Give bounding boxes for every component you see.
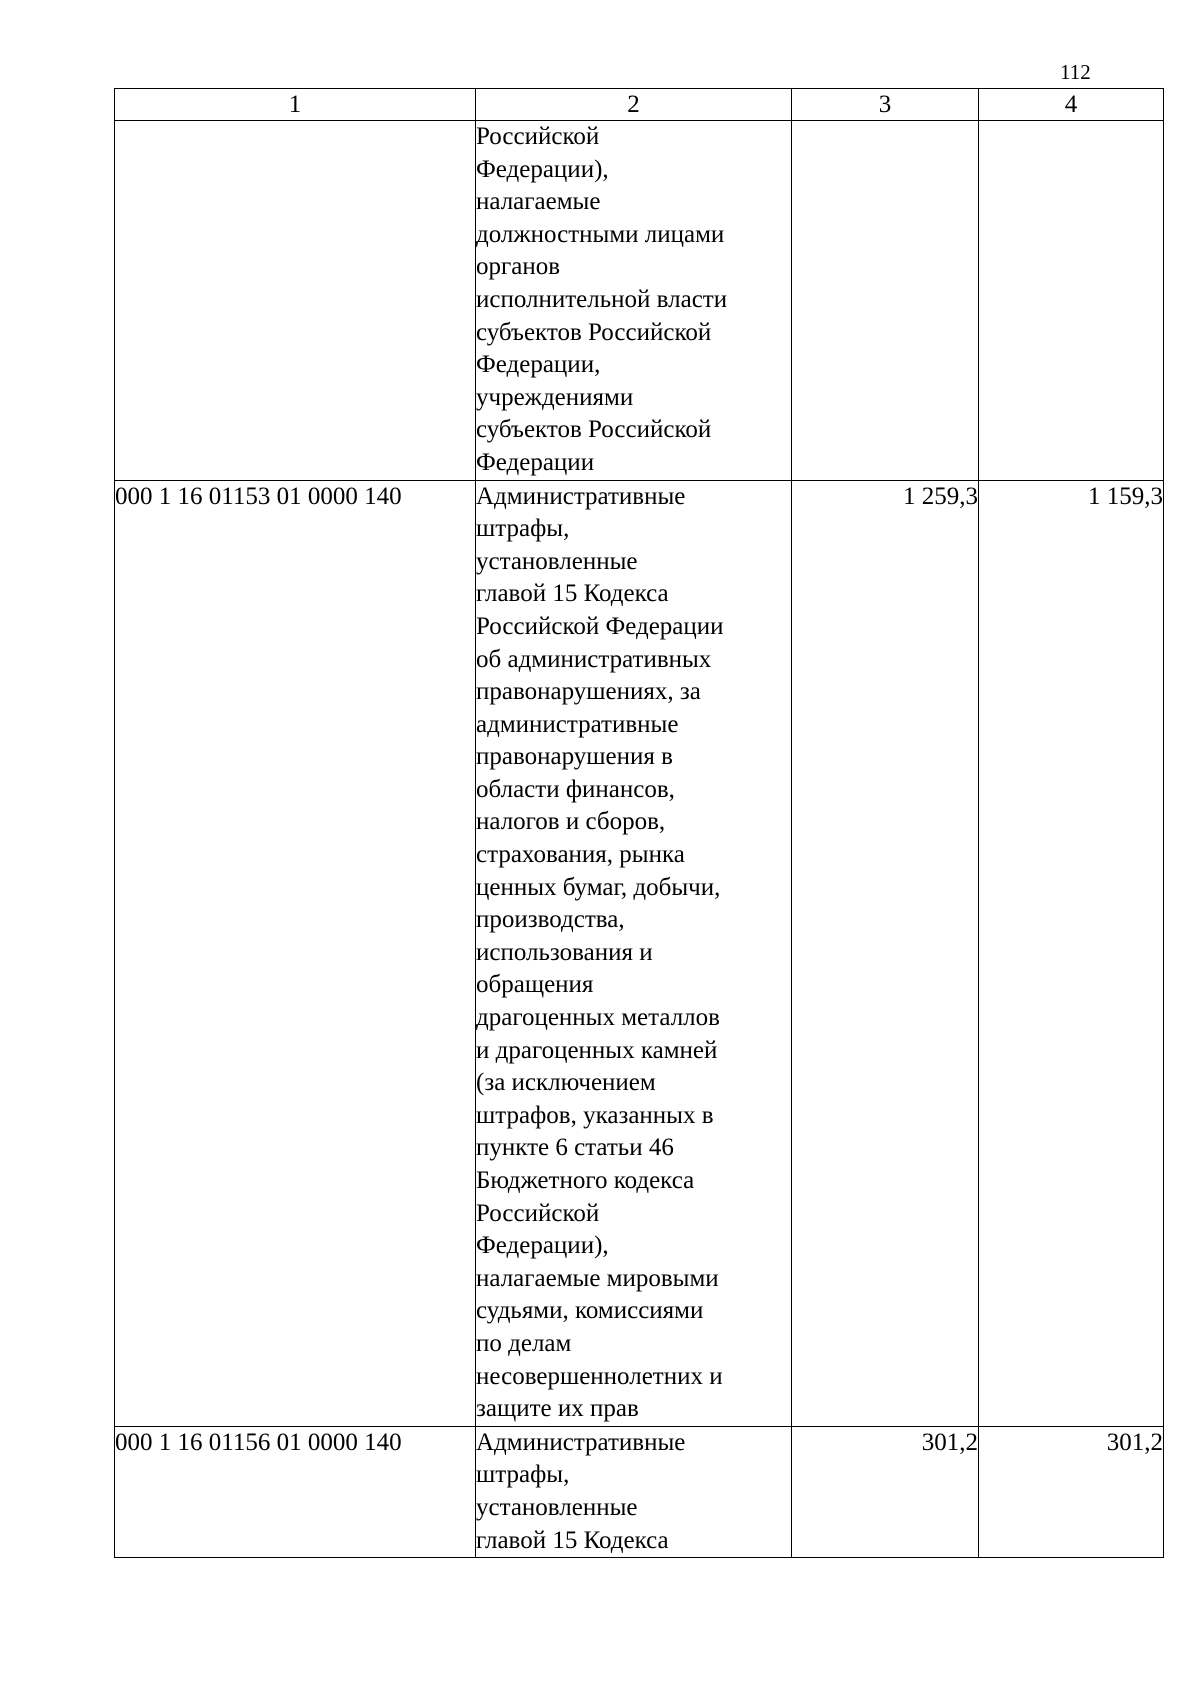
budget-code-cell bbox=[115, 121, 476, 481]
budget-code-cell: 000 1 16 01156 01 0000 140 bbox=[115, 1426, 476, 1557]
amount-cell-col3: 301,2 bbox=[792, 1426, 979, 1557]
description-line: несовершеннолетних и bbox=[476, 1362, 723, 1390]
description-line: Федерации), bbox=[476, 1232, 609, 1260]
description-line: Федерации, bbox=[476, 351, 601, 379]
description-line: субъектов Российской bbox=[476, 416, 712, 444]
amount-cell-col4 bbox=[979, 121, 1164, 481]
description-cell bbox=[476, 1426, 792, 1557]
description-line: судьями, комиссиями bbox=[476, 1297, 704, 1325]
description-line: драгоценных металлов bbox=[476, 1004, 720, 1032]
column-header-4: 4 bbox=[979, 89, 1164, 121]
column-header-3: 3 bbox=[792, 89, 979, 121]
amount-cell-col4: 301,2 bbox=[979, 1426, 1164, 1557]
description-line: Российской bbox=[476, 1199, 600, 1227]
description-line: Административные bbox=[476, 1428, 686, 1456]
description-line: налагаемые мировыми bbox=[476, 1264, 719, 1292]
column-header-1: 1 bbox=[115, 89, 476, 121]
description-line: производства, bbox=[476, 906, 625, 934]
description-line: защите их прав bbox=[476, 1395, 639, 1423]
amount-cell-col4: 1 159,3 bbox=[979, 480, 1164, 1426]
description-line: пункте 6 статьи 46 bbox=[476, 1134, 674, 1162]
description-line: субъектов Российской bbox=[476, 318, 712, 346]
table-row bbox=[115, 480, 1164, 1426]
description-line: Российской Федерации bbox=[476, 612, 724, 640]
amount-cell-col3: 1 259,3 bbox=[792, 480, 979, 1426]
description-line: использования и bbox=[476, 938, 653, 966]
description-line: Федерации bbox=[476, 448, 595, 476]
description-line: Административные bbox=[476, 482, 686, 510]
description-line: области финансов, bbox=[476, 775, 675, 803]
description-line: правонарушения в bbox=[476, 743, 673, 771]
description-line: обращения bbox=[476, 971, 594, 999]
amount-cell-col3 bbox=[792, 121, 979, 481]
description-line: ценных бумаг, добычи, bbox=[476, 873, 721, 901]
description-line: штрафы, bbox=[476, 515, 570, 543]
table-row bbox=[115, 1426, 1164, 1557]
description-line: главой 15 Кодекса bbox=[476, 580, 669, 608]
budget-code-cell: 000 1 16 01153 01 0000 140 bbox=[115, 480, 476, 1426]
description-line: органов bbox=[476, 253, 561, 281]
table-body bbox=[115, 121, 1164, 1558]
description-line: Федерации), bbox=[476, 155, 609, 183]
description-line: главой 15 Кодекса bbox=[476, 1526, 669, 1554]
description-line: налагаемые bbox=[476, 188, 601, 216]
description-cell bbox=[476, 121, 792, 481]
description-line: страхования, рынка bbox=[476, 841, 685, 869]
description-line: по делам bbox=[476, 1329, 572, 1357]
description-line: должностными лицами bbox=[476, 220, 725, 248]
description-line: исполнительной власти bbox=[476, 285, 728, 313]
description-cell bbox=[476, 480, 792, 1426]
description-line: Российской bbox=[476, 123, 600, 150]
description-line: налогов и сборов, bbox=[476, 808, 666, 836]
table-row bbox=[115, 121, 1164, 481]
description-line: административные bbox=[476, 710, 679, 738]
description-line: установленные bbox=[476, 547, 638, 575]
description-line: и драгоценных камней bbox=[476, 1036, 718, 1064]
description-line: (за исключением bbox=[476, 1069, 656, 1097]
table-header-row bbox=[115, 89, 1164, 121]
column-header-2: 2 bbox=[476, 89, 792, 121]
description-line: об административных bbox=[476, 645, 712, 673]
description-line: Бюджетного кодекса bbox=[476, 1167, 695, 1194]
description-line: правонарушениях, за bbox=[476, 678, 701, 706]
description-line: штрафов, указанных в bbox=[476, 1101, 714, 1129]
page-number: 112 bbox=[1060, 60, 1091, 84]
description-line: учреждениями bbox=[476, 383, 634, 411]
budget-table bbox=[114, 88, 1164, 1558]
description-line: штрафы, bbox=[476, 1461, 570, 1489]
description-line: установленные bbox=[476, 1493, 638, 1521]
